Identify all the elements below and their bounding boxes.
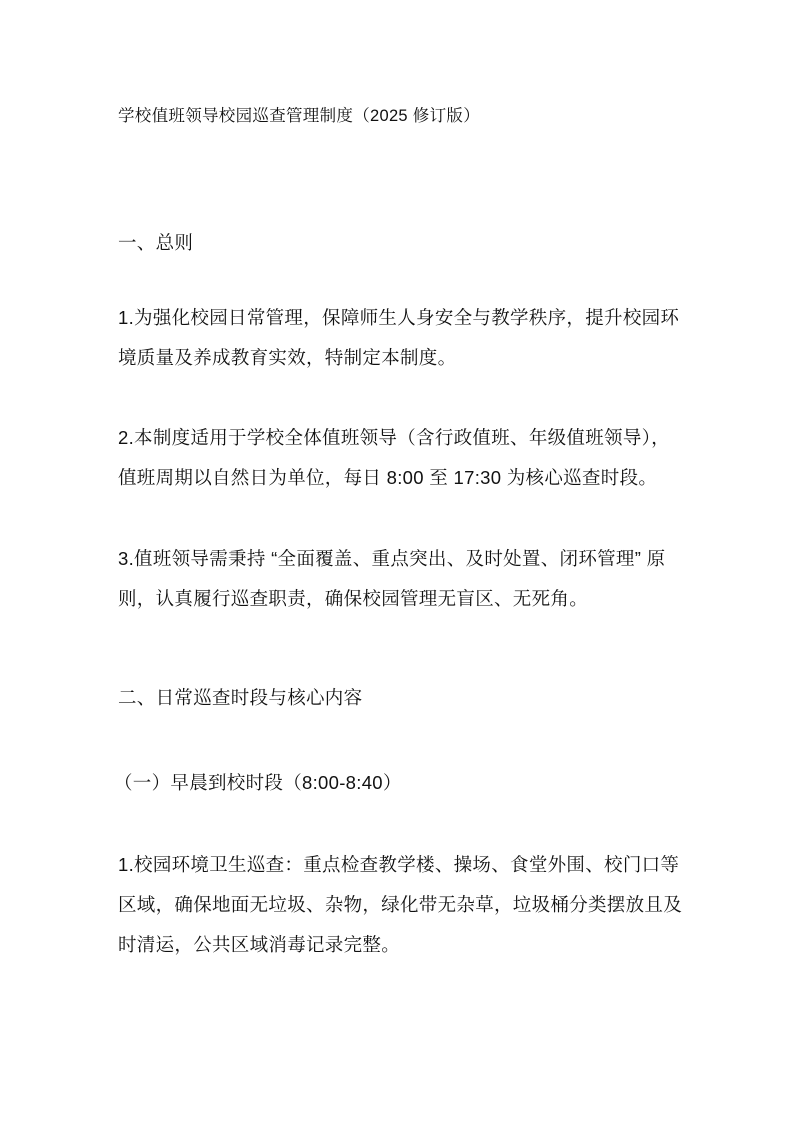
paragraph-line: 3.值班领导需秉持 “全面覆盖、重点突出、及时处置、闭环管理” 原: [118, 548, 666, 569]
paragraph-line: 1.为强化校园日常管理，保障师生人身安全与教学秩序，提升校园环: [118, 307, 680, 328]
document-title: 学校值班领导校园巡查管理制度（2025 修订版）: [118, 107, 480, 125]
paragraph-line: 区域，确保地面无垃圾、杂物，绿化带无杂草，垃圾桶分类摆放且及: [118, 894, 683, 915]
paragraph-line: 则，认真履行巡查职责，确保校园管理无盲区、无死角。: [118, 588, 589, 609]
section-heading: 一、总则: [118, 232, 194, 253]
subsection-heading: （一）早晨到校时段（8:00-8:40）: [114, 772, 402, 793]
paragraph-line: 值班周期以自然日为单位，每日 8:00 至 17:30 为核心巡查时段。: [118, 467, 658, 488]
paragraph-line: 2.本制度适用于学校全体值班领导（含行政值班、年级值班领导），: [118, 427, 670, 448]
paragraph-line: 境质量及养成教育实效，特制定本制度。: [118, 347, 457, 368]
section-heading: 二、日常巡查时段与核心内容: [118, 687, 363, 708]
paragraph-line: 时清运，公共区域消毒记录完整。: [118, 934, 401, 955]
paragraph-line: 1.校园环境卫生巡查：重点检查教学楼、操场、食堂外围、校门口等: [118, 854, 680, 875]
